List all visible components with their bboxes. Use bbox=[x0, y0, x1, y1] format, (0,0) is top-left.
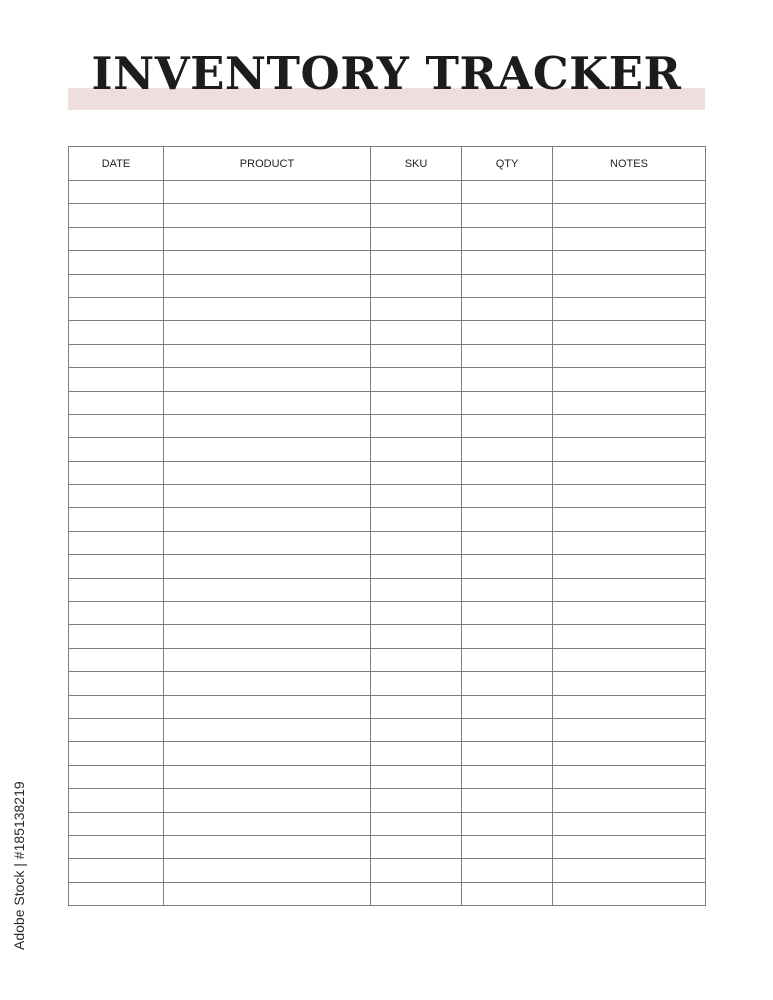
cell-product[interactable] bbox=[164, 227, 371, 250]
column-header-sku: SKU bbox=[371, 147, 462, 181]
cell-product[interactable] bbox=[164, 812, 371, 835]
cell-product[interactable] bbox=[164, 321, 371, 344]
table-row bbox=[69, 461, 706, 484]
cell-sku[interactable] bbox=[371, 555, 462, 578]
cell-sku[interactable] bbox=[371, 531, 462, 554]
cell-sku[interactable] bbox=[371, 204, 462, 227]
cell-sku[interactable] bbox=[371, 742, 462, 765]
table-row bbox=[69, 648, 706, 671]
cell-qty[interactable] bbox=[462, 789, 553, 812]
cell-product[interactable] bbox=[164, 718, 371, 741]
cell-sku[interactable] bbox=[371, 859, 462, 882]
cell-notes[interactable] bbox=[553, 414, 706, 437]
column-header-qty: QTY bbox=[462, 147, 553, 181]
cell-sku[interactable] bbox=[371, 181, 462, 204]
table-row bbox=[69, 414, 706, 437]
table-row bbox=[69, 321, 706, 344]
table-row bbox=[69, 625, 706, 648]
cell-notes[interactable] bbox=[553, 672, 706, 695]
cell-sku[interactable] bbox=[371, 344, 462, 367]
table-row bbox=[69, 391, 706, 414]
cell-qty[interactable] bbox=[462, 321, 553, 344]
cell-sku[interactable] bbox=[371, 297, 462, 320]
cell-qty[interactable] bbox=[462, 227, 553, 250]
cell-date[interactable] bbox=[69, 648, 164, 671]
table-row bbox=[69, 251, 706, 274]
cell-qty[interactable] bbox=[462, 648, 553, 671]
cell-date[interactable] bbox=[69, 555, 164, 578]
cell-qty[interactable] bbox=[462, 344, 553, 367]
cell-date[interactable] bbox=[69, 461, 164, 484]
cell-date[interactable] bbox=[69, 695, 164, 718]
cell-qty[interactable] bbox=[462, 438, 553, 461]
cell-sku[interactable] bbox=[371, 648, 462, 671]
cell-notes[interactable] bbox=[553, 742, 706, 765]
cell-date[interactable] bbox=[69, 672, 164, 695]
cell-qty[interactable] bbox=[462, 578, 553, 601]
cell-notes[interactable] bbox=[553, 578, 706, 601]
table-row bbox=[69, 438, 706, 461]
cell-sku[interactable] bbox=[371, 672, 462, 695]
cell-notes[interactable] bbox=[553, 882, 706, 905]
cell-product[interactable] bbox=[164, 859, 371, 882]
cell-notes[interactable] bbox=[553, 812, 706, 835]
cell-sku[interactable] bbox=[371, 461, 462, 484]
table-row bbox=[69, 555, 706, 578]
cell-notes[interactable] bbox=[553, 251, 706, 274]
inventory-table bbox=[68, 146, 706, 906]
cell-date[interactable] bbox=[69, 742, 164, 765]
cell-qty[interactable] bbox=[462, 882, 553, 905]
cell-qty[interactable] bbox=[462, 742, 553, 765]
cell-product[interactable] bbox=[164, 742, 371, 765]
cell-product[interactable] bbox=[164, 695, 371, 718]
cell-date[interactable] bbox=[69, 812, 164, 835]
cell-sku[interactable] bbox=[371, 789, 462, 812]
cell-sku[interactable] bbox=[371, 835, 462, 858]
cell-date[interactable] bbox=[69, 602, 164, 625]
cell-qty[interactable] bbox=[462, 485, 553, 508]
cell-sku[interactable] bbox=[371, 321, 462, 344]
column-header-date: DATE bbox=[69, 147, 164, 181]
cell-sku[interactable] bbox=[371, 485, 462, 508]
cell-product[interactable] bbox=[164, 485, 371, 508]
cell-sku[interactable] bbox=[371, 368, 462, 391]
cell-sku[interactable] bbox=[371, 227, 462, 250]
table-row bbox=[69, 508, 706, 531]
cell-qty[interactable] bbox=[462, 204, 553, 227]
cell-product[interactable] bbox=[164, 625, 371, 648]
cell-sku[interactable] bbox=[371, 578, 462, 601]
cell-qty[interactable] bbox=[462, 297, 553, 320]
cell-qty[interactable] bbox=[462, 251, 553, 274]
cell-sku[interactable] bbox=[371, 695, 462, 718]
table-row bbox=[69, 789, 706, 812]
table-row bbox=[69, 765, 706, 788]
cell-notes[interactable] bbox=[553, 461, 706, 484]
cell-sku[interactable] bbox=[371, 602, 462, 625]
cell-product[interactable] bbox=[164, 648, 371, 671]
cell-sku[interactable] bbox=[371, 718, 462, 741]
table-row bbox=[69, 344, 706, 367]
cell-date[interactable] bbox=[69, 321, 164, 344]
cell-notes[interactable] bbox=[553, 555, 706, 578]
cell-product[interactable] bbox=[164, 297, 371, 320]
table-row bbox=[69, 297, 706, 320]
cell-qty[interactable] bbox=[462, 602, 553, 625]
cell-qty[interactable] bbox=[462, 812, 553, 835]
cell-product[interactable] bbox=[164, 508, 371, 531]
cell-notes[interactable] bbox=[553, 321, 706, 344]
cell-date[interactable] bbox=[69, 485, 164, 508]
cell-qty[interactable] bbox=[462, 625, 553, 648]
table-row bbox=[69, 485, 706, 508]
cell-notes[interactable] bbox=[553, 485, 706, 508]
cell-qty[interactable] bbox=[462, 672, 553, 695]
table-row bbox=[69, 602, 706, 625]
page-title: INVENTORY TRACKER bbox=[91, 47, 682, 100]
cell-notes[interactable] bbox=[553, 508, 706, 531]
cell-notes[interactable] bbox=[553, 835, 706, 858]
cell-sku[interactable] bbox=[371, 765, 462, 788]
cell-product[interactable] bbox=[164, 251, 371, 274]
cell-qty[interactable] bbox=[462, 274, 553, 297]
cell-date[interactable] bbox=[69, 835, 164, 858]
cell-product[interactable] bbox=[164, 578, 371, 601]
cell-notes[interactable] bbox=[553, 765, 706, 788]
cell-product[interactable] bbox=[164, 882, 371, 905]
cell-date[interactable] bbox=[69, 204, 164, 227]
cell-date[interactable] bbox=[69, 438, 164, 461]
cell-notes[interactable] bbox=[553, 602, 706, 625]
table-row bbox=[69, 812, 706, 835]
cell-date[interactable] bbox=[69, 765, 164, 788]
cell-date[interactable] bbox=[69, 531, 164, 554]
table-row bbox=[69, 578, 706, 601]
cell-notes[interactable] bbox=[553, 391, 706, 414]
cell-date[interactable] bbox=[69, 789, 164, 812]
cell-notes[interactable] bbox=[553, 368, 706, 391]
cell-product[interactable] bbox=[164, 181, 371, 204]
cell-date[interactable] bbox=[69, 859, 164, 882]
table-row bbox=[69, 227, 706, 250]
cell-notes[interactable] bbox=[553, 204, 706, 227]
cell-qty[interactable] bbox=[462, 718, 553, 741]
cell-product[interactable] bbox=[164, 391, 371, 414]
table-body bbox=[69, 181, 706, 906]
table-row bbox=[69, 274, 706, 297]
cell-notes[interactable] bbox=[553, 648, 706, 671]
cell-sku[interactable] bbox=[371, 438, 462, 461]
cell-date[interactable] bbox=[69, 718, 164, 741]
cell-product[interactable] bbox=[164, 531, 371, 554]
cell-product[interactable] bbox=[164, 414, 371, 437]
cell-date[interactable] bbox=[69, 181, 164, 204]
cell-notes[interactable] bbox=[553, 344, 706, 367]
cell-date[interactable] bbox=[69, 391, 164, 414]
cell-qty[interactable] bbox=[462, 461, 553, 484]
cell-sku[interactable] bbox=[371, 882, 462, 905]
cell-product[interactable] bbox=[164, 765, 371, 788]
cell-product[interactable] bbox=[164, 204, 371, 227]
cell-product[interactable] bbox=[164, 344, 371, 367]
cell-qty[interactable] bbox=[462, 508, 553, 531]
column-header-product: PRODUCT bbox=[164, 147, 371, 181]
column-header-notes: NOTES bbox=[553, 147, 706, 181]
cell-notes[interactable] bbox=[553, 625, 706, 648]
cell-date[interactable] bbox=[69, 414, 164, 437]
table-row bbox=[69, 835, 706, 858]
cell-product[interactable] bbox=[164, 672, 371, 695]
cell-notes[interactable] bbox=[553, 531, 706, 554]
cell-sku[interactable] bbox=[371, 414, 462, 437]
cell-qty[interactable] bbox=[462, 695, 553, 718]
table-header-row bbox=[69, 147, 706, 181]
cell-sku[interactable] bbox=[371, 391, 462, 414]
cell-product[interactable] bbox=[164, 835, 371, 858]
cell-product[interactable] bbox=[164, 461, 371, 484]
table-row bbox=[69, 718, 706, 741]
cell-notes[interactable] bbox=[553, 789, 706, 812]
table-row bbox=[69, 204, 706, 227]
cell-qty[interactable] bbox=[462, 765, 553, 788]
table-row bbox=[69, 882, 706, 905]
cell-date[interactable] bbox=[69, 297, 164, 320]
cell-qty[interactable] bbox=[462, 859, 553, 882]
table-row bbox=[69, 672, 706, 695]
cell-qty[interactable] bbox=[462, 555, 553, 578]
table-row bbox=[69, 742, 706, 765]
cell-notes[interactable] bbox=[553, 695, 706, 718]
cell-notes[interactable] bbox=[553, 859, 706, 882]
cell-date[interactable] bbox=[69, 274, 164, 297]
cell-date[interactable] bbox=[69, 251, 164, 274]
table-row bbox=[69, 181, 706, 204]
table-row bbox=[69, 695, 706, 718]
cell-product[interactable] bbox=[164, 368, 371, 391]
cell-product[interactable] bbox=[164, 789, 371, 812]
table-row bbox=[69, 859, 706, 882]
cell-date[interactable] bbox=[69, 882, 164, 905]
cell-notes[interactable] bbox=[553, 438, 706, 461]
table-row bbox=[69, 368, 706, 391]
cell-product[interactable] bbox=[164, 274, 371, 297]
cell-qty[interactable] bbox=[462, 391, 553, 414]
cell-product[interactable] bbox=[164, 438, 371, 461]
cell-date[interactable] bbox=[69, 344, 164, 367]
cell-sku[interactable] bbox=[371, 508, 462, 531]
cell-qty[interactable] bbox=[462, 368, 553, 391]
cell-sku[interactable] bbox=[371, 274, 462, 297]
cell-notes[interactable] bbox=[553, 181, 706, 204]
cell-date[interactable] bbox=[69, 625, 164, 648]
cell-sku[interactable] bbox=[371, 625, 462, 648]
cell-date[interactable] bbox=[69, 368, 164, 391]
cell-sku[interactable] bbox=[371, 812, 462, 835]
cell-qty[interactable] bbox=[462, 414, 553, 437]
cell-qty[interactable] bbox=[462, 181, 553, 204]
cell-product[interactable] bbox=[164, 602, 371, 625]
stock-watermark-id: Adobe Stock | #185138219 bbox=[11, 781, 27, 951]
cell-date[interactable] bbox=[69, 578, 164, 601]
cell-notes[interactable] bbox=[553, 718, 706, 741]
cell-notes[interactable] bbox=[553, 297, 706, 320]
cell-notes[interactable] bbox=[553, 227, 706, 250]
cell-product[interactable] bbox=[164, 555, 371, 578]
table-row bbox=[69, 531, 706, 554]
cell-date[interactable] bbox=[69, 227, 164, 250]
cell-date[interactable] bbox=[69, 508, 164, 531]
cell-qty[interactable] bbox=[462, 531, 553, 554]
cell-notes[interactable] bbox=[553, 274, 706, 297]
cell-qty[interactable] bbox=[462, 835, 553, 858]
cell-sku[interactable] bbox=[371, 251, 462, 274]
